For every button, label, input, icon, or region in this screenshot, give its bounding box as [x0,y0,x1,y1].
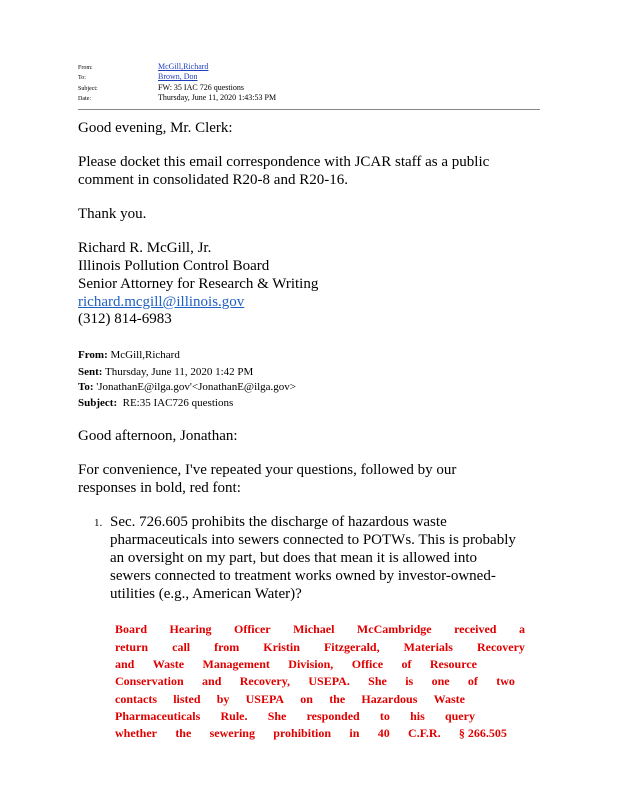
question-line: utilities (e.g., American Water)? [110,586,302,602]
greeting: Good evening, Mr. Clerk: [78,120,233,136]
answer-line: contacts listed by USEPA on the Hazardous Waste [115,692,465,706]
forwarded-to-value: 'JonathanE@ilga.gov'<JonathanE@ilga.gov> [96,381,297,393]
header-to-value[interactable]: Brown, Don [158,72,198,81]
header-date-label: Date: [78,96,91,102]
answer-line: return call from Kristin Fitzgerald, Materials Recovery [115,640,525,654]
signature-email-link[interactable]: richard.mcgill@illinois.gov [78,294,245,310]
forwarded-subject-label: Subject: [78,397,118,409]
forwarded-from-value: McGill,Richard [110,349,180,361]
header-subject-label: Subject: [78,86,98,92]
answer-line: Conservation and Recovery, USEPA. She is one of two [115,674,515,688]
header-from-label: From: [78,65,93,71]
question-line: an oversight on my part, but does that mean it is allowed into [110,550,478,566]
question-line: sewers connected to treatment works owned by investor-owned- [110,568,496,584]
forwarded-from [78,349,180,361]
signature-title: Senior Attorney for Research & Writing [78,276,319,292]
signature-org: Illinois Pollution Control Board [78,258,270,274]
forwarded-intro-line-1: For convenience, I've repeated your questions, followed by our [78,462,457,478]
forwarded-subject-value: RE:35 IAC726 questions [122,397,234,409]
forwarded-greeting: Good afternoon, Jonathan: [78,428,238,444]
forwarded-to [78,381,296,393]
question-line: Sec. 726.605 prohibits the discharge of hazardous waste [110,514,447,530]
body-line-2: comment in consolidated R20-8 and R20-16. [78,172,348,188]
answer-line: Pharmaceuticals Rule. She responded to his query [115,709,475,723]
answer-line: Board Hearing Officer Michael McCambridge received a [115,622,525,636]
signature-name: Richard R. McGill, Jr. [78,240,212,256]
forwarded-subject [78,397,233,409]
forwarded-intro-line-2: responses in bold, red font: [78,480,241,496]
forwarded-from-label: From: [78,349,108,361]
header-from-value[interactable]: McGill,Richard [158,62,209,71]
forwarded-sent [78,366,253,378]
body-line-1: Please docket this email correspondence with JCAR staff as a public [78,154,490,170]
header-date-value: Thursday, June 11, 2020 1:43:53 PM [158,93,277,102]
signature-phone: (312) 814-6983 [78,311,172,327]
forwarded-sent-label: Sent: [78,366,103,378]
header-subject-value: FW: 35 IAC 726 questions [158,83,244,92]
answer-line: whether the sewering prohibition in 40 C.F.R. § 266.505 [115,726,507,740]
header-divider [78,109,540,110]
forwarded-to-label: To: [78,381,94,393]
question-line: pharmaceuticals into sewers connected to POTWs. This is probably [110,532,516,548]
thanks: Thank you. [78,206,147,222]
answer-line: and Waste Management Division, Office of Resource [115,657,477,671]
forwarded-sent-value: Thursday, June 11, 2020 1:42 PM [105,366,254,378]
list-item-number: 1. [94,517,103,529]
header-to-label: To: [78,75,86,81]
